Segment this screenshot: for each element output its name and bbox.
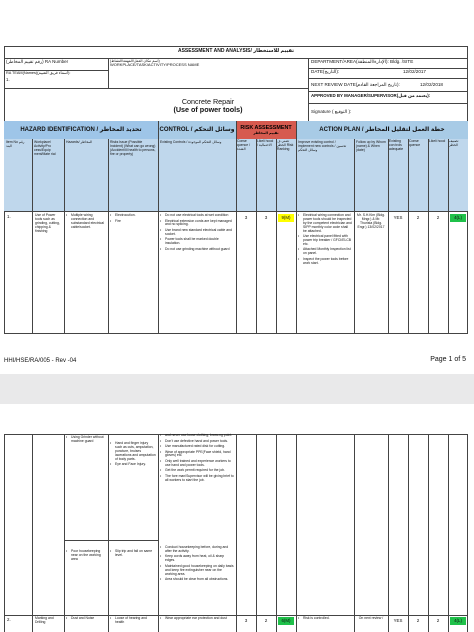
col-rr-consequence: Conse quence [408,139,428,211]
col-workplace: Workplace/ Activity/Pro cess/Equip ment/Mate rial [32,139,64,211]
col-hazards: Hazards/ المخاطر [64,139,108,211]
section-risk-label: RISK ASSESSMENT [240,124,292,131]
col-improve-controls: Improve existing control / implement new controls / تحسين وسائل التحكم [296,139,354,211]
p2-rowA-hazard-item: • Using Grinder without machine guard [66,436,106,444]
p2-rowB-controls [160,546,234,584]
workplace-ar: (اسم مكان العمل/المهمة/النشاط) [110,59,160,63]
p2-rowA-control-item: • Use manufactured rated disk for cutting. [160,445,234,449]
row1-consequence: 3 [244,215,248,221]
approved-label: APPROVED BY MANAGER/SUPERVISOR(يعتمد من قبل): [311,93,431,98]
p2-rowA-control-item: • and never use loose clothing, know-ng point. [160,434,234,438]
p2-rowB-rr-rank: 4(L) [450,617,466,625]
p2-rowB-rank: 6(M) [278,617,294,625]
p2-rowC-hazard-item: • Dust and Noise [66,617,106,621]
row1-control-item: • Do not use electrical tools at wet condition [160,214,234,218]
department-label: DEPARTMENT/AREA(الإدارة/المنطقة): Bldg. /SITE [311,59,414,64]
p2-rowC-hazard [66,617,106,623]
p2-rowA-control-item: • Don't use defective hand and power tools. [160,440,234,444]
row1-risk-item: • Electrocution. [110,214,156,218]
row1-controls [160,214,234,253]
row1-improve [298,214,352,267]
p2-rowB-control-item: • Keep cords away from heat, oil & sharp edges. [160,555,234,563]
col-rr-likelihood: Likeli hood [428,139,448,211]
p2-rowB-control-item: • Area should be clear from all obstructions. [160,578,234,582]
p2-rowB-control-item: • Conduct housekeeping before, during and after the activity. [160,546,234,554]
next-review-label: NEXT REVIEW DATE(تاريخ المراجعة القادم): [311,82,400,87]
p2-rowB-follow-up: On next review / [358,616,384,620]
row1-improve-item: • Electrical wiring connection and power tools should be inspected by the competent electrician and SIPP monthly color code shall be attached. [298,214,352,234]
row1-risk-item: • Fire [110,220,156,224]
p2-rowA-controls [160,434,234,484]
ra-team-label: RA TEAM(Names)(أسماء فريق التقييم): [6,71,71,75]
p2-rowB-risk-item: • Slip trip and fall on same level. [110,550,156,558]
row1-rr-likelihood: 2 [436,215,440,221]
p2-rowB-likelihood: 2 [264,618,268,624]
row1-item: 1. [7,214,11,219]
p2-rowB-rr-consequence: 2 [416,618,420,624]
p2-rowA-risks [110,442,156,469]
page-number: Page 1 of 5 [430,356,466,363]
p2-rowA-hazard [66,436,106,445]
p2-rowC-risks [110,617,156,626]
row1-adequate: YES [393,215,403,221]
row1-control-item: • Electrical extension cords are kept managed and no splicing. [160,220,234,228]
section-control: CONTROL / وسائل التحكم [158,121,236,139]
p2-rowB-consequence: 3 [244,618,248,624]
p2-rowA-control-item: • Only well trained and experience workers to use hand and power tools. [160,460,234,468]
p2-rowC-controls [160,617,234,623]
row1-follow-up: Mr. S.H.Kim (Bldg. Mngr.) & Mr. Thurista (Bldg. Engr.) 13/02/2017 [357,213,385,229]
p2-rowA-control-item: • Get the work permit required for the job. [160,469,234,473]
p2-rowA-control-item: • Wear of appropriate PPE(Face shield, hand gloves) etc. [160,451,234,459]
page-2 [0,404,474,632]
doc-reference: HHI/HSE/RA/005 - Rev -04 [4,358,77,364]
p2-rowC-item: 2. [7,617,11,622]
workplace-label: WORKPLACE/TASK/ACTIVITY/PROCESS NAME [110,62,200,67]
row1-risks [110,214,156,225]
col-risks: Risks Issue (Possible Incident) (What can go wrong) (Accident/Ill health to persons, fire or property) [108,139,158,211]
p2-rowA-risk-item: • Hand and finger injury such as cuts, amputation, puncture, bruises lacerations and amputation of body parts. [110,442,156,462]
p2-rowB-control-item: • Maintained good housekeeping on daily basis and keep fire extinguisher near on the working area. [160,565,234,577]
row1-hazards [66,214,106,231]
row1-hazard-item: • Multiple wiring connection and substandard electrical cable/socket. [66,214,106,230]
p2-rowB-adequate: YES [393,618,403,624]
signature-label: Signature ( التوقيع ): [311,109,352,114]
row1-rank: 9(M) [278,214,294,222]
row1-improve-item: • Attached Monthly Inspection list on panel. [298,248,352,256]
task-title: Concrete Repair [181,96,235,106]
p2-rowB-improve-item: • Risk is controlled. [298,617,352,621]
col-existing-controls: Existing Controls / وسائل التحكم الموجودة [158,139,236,211]
col-adequate: Existing con trols adequate [388,139,408,211]
section-hazard: HAZARD IDENTIFICATION / تحديد المخاطر [4,121,158,139]
ra-number-label: (رقم تقييم المخاطر) RA Number [6,59,69,64]
section-risk-ar: تقييم المخاطر [253,131,279,136]
next-review-value: 12/02/2018 [420,82,443,87]
col-likelihood: Likeli hood / الاحتمالية [256,139,276,211]
form-title: ASSESSMENT AND ANALYSIS/ تقييم للاستخطار [177,48,295,55]
row1-rr-consequence: 2 [416,215,420,221]
p2-rowA-risk-item: • Eye and Face Injury. [110,463,156,467]
p2-rowB-improve [298,617,352,623]
section-action: ACTION PLAN / خطة العمل لتقليل المخاطر [296,121,468,139]
row1-control-item: • Use brand new standard electrical cable and socket. [160,229,234,237]
row1-improve-item: • Inspect the power tools before work start. [298,258,352,266]
row1-control-item: • Power tools shall be marked double insulation. [160,238,234,246]
p2-rowB-hazard [66,550,106,563]
row1-likelihood: 3 [264,215,268,221]
row1-improve-item: • Use electrical panel fitted with power trip breaker / GFCI/ELCB etc. [298,235,352,247]
p2-rowC-control-item: • Wear appropriate ear protection and dust [160,617,234,621]
row1-rr-rank: 4(L) [450,214,466,222]
row1-control-item: • Do not use grinding machine without guard [160,248,234,252]
p2-rowB-hazard-item: • Poor housekeeping near on the working area [66,550,106,562]
col-rank: تصني ف الخطر Risk Ranking [276,139,296,211]
col-consequence: Conse quence / الشدة [236,139,256,211]
col-rr-rank: تصنيف الخطر [448,139,468,211]
section-risk [236,121,296,139]
col-follow-up: Follow up by Whom (name) & When (date) [354,139,388,211]
ra-team-value: 1. [6,77,10,82]
page-gap [0,374,474,404]
col-item-no: Item No رقم البند [4,139,32,211]
p2-rowB-risks [110,550,156,559]
date-label: DATE(التاريخ): [311,69,340,74]
p2-rowC-risk-item: • Loose of hearing and health [110,617,156,625]
task-subtitle: (Use of power tools) [173,105,243,114]
task-title-block [110,93,306,119]
row1-activity: Use of Power tools such as grinding, cutting, chipping & finishing [35,213,60,233]
p2-rowB-rr-likelihood: 2 [436,618,440,624]
date-value: 12/02/2017 [403,69,426,74]
p2-rowC-activity: Marking and Drilling [35,616,54,624]
p2-rowA-control-item: • The fore man/Supervisor will be giving brief to all workers to start the job. [160,475,234,483]
